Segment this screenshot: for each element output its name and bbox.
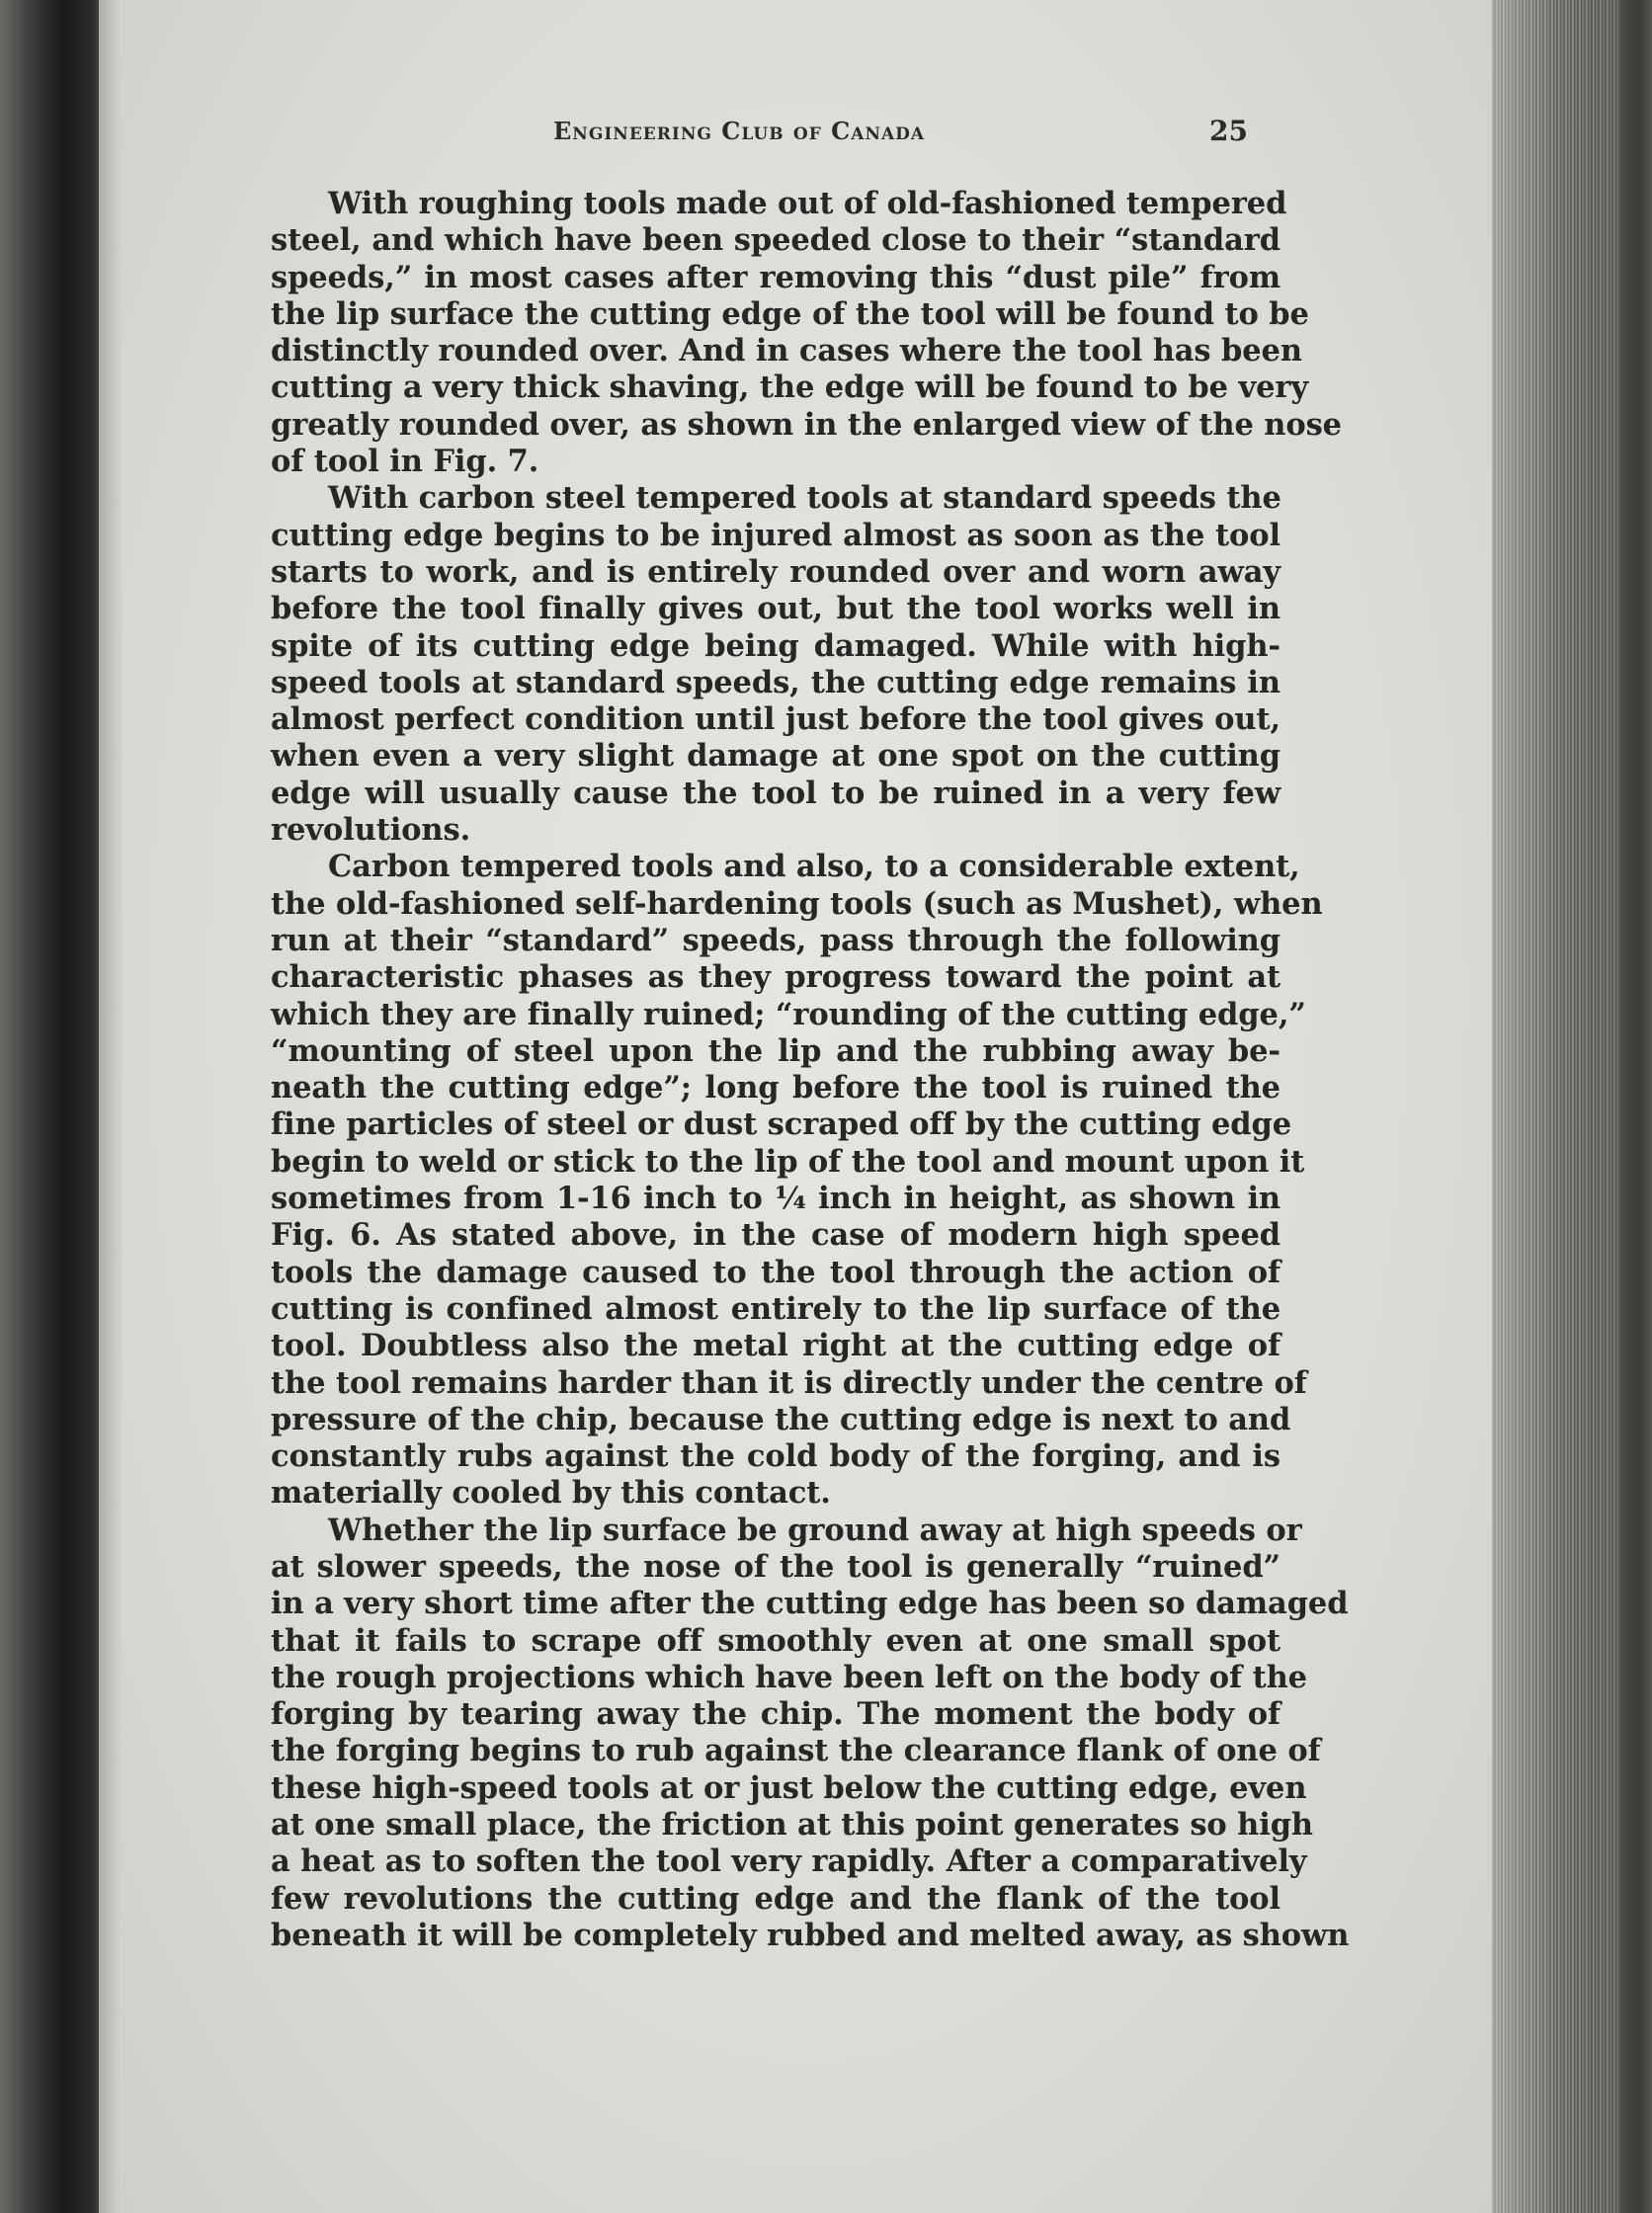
text-line: With carbon steel tempered tools at standard speeds the [328, 480, 1281, 517]
text-line: few revolutions the cutting edge and the flank of the tool [271, 1880, 1280, 1917]
text-line: when even a very slight damage at one spot on the cutting [271, 738, 1280, 775]
text-line: materially cooled by this contact. [271, 1475, 831, 1512]
text-line: greatly rounded over, as shown in the enlarged view of the nose [271, 406, 1342, 443]
text-line: the tool remains harder than it is directly under the centre of [271, 1364, 1307, 1401]
text-line: cutting is confined almost entirely to the lip surface of the [271, 1290, 1280, 1327]
text-line: which they are finally ruined; “rounding of the cutting edge,” [271, 996, 1306, 1032]
body-text [271, 186, 1350, 1954]
text-line: speeds,” in most cases after removing this “dust pile” from [271, 259, 1280, 295]
text-line: constantly rubs against the cold body of the forging, and is [271, 1438, 1280, 1475]
text-line: cutting a very thick shaving, the edge will be found to be very [271, 369, 1309, 406]
text-line: at slower speeds, the nose of the tool is generally “ruined” [271, 1548, 1280, 1585]
running-head: Engineering Club of Canada [553, 117, 926, 145]
text-line: tool. Doubtless also the metal right at the cutting edge of [271, 1328, 1280, 1364]
text-line: a heat as to soften the tool very rapidly. After a comparatively [271, 1844, 1307, 1880]
text-line: in a very short time after the cutting edge has been so damaged [271, 1586, 1349, 1622]
text-line: revolutions. [271, 812, 471, 849]
text-line: spite of its cutting edge being damaged. While with high- [271, 627, 1280, 664]
paragraph-1 [271, 186, 1342, 480]
paragraph-3 [271, 849, 1323, 1512]
text-line: begin to weld or stick to the lip of the tool and mount upon it [271, 1143, 1305, 1180]
text-line: steel, and which have been speeded close to their “standard [271, 222, 1280, 259]
text-line: tools the damage caused to the tool through the action of [271, 1254, 1280, 1290]
text-line: starts to work, and is entirely rounded over and worn away [271, 553, 1280, 590]
text-line: speed tools at standard speeds, the cutting edge remains in [271, 664, 1280, 700]
text-line: pressure of the chip, because the cutting edge is next to and [271, 1401, 1291, 1437]
text-line: “mounting of steel upon the lip and the rubbing away be- [271, 1032, 1280, 1069]
text-line: before the tool finally gives out, but the tool works well in [271, 591, 1280, 627]
text-line: that it fails to scrape off smoothly even at one small spot [271, 1622, 1280, 1659]
text-line: forging by tearing away the chip. The moment the body of [271, 1696, 1280, 1733]
text-line: sometimes from 1-16 inch to ¼ inch in height, as shown in [271, 1181, 1280, 1217]
text-line: With roughing tools made out of old-fashioned tempered [328, 186, 1287, 221]
text-line: Carbon tempered tools and also, to a considerable extent, [328, 849, 1300, 885]
text-line: edge will usually cause the tool to be ruined in a very few [271, 775, 1280, 811]
page-number: 25 [1209, 115, 1248, 147]
text-line: neath the cutting edge”; long before the tool is ruined the [271, 1070, 1280, 1106]
binding-left-edge [99, 0, 123, 2213]
text-line: the old-fashioned self-hardening tools (such as Mushet), when [271, 885, 1323, 922]
text-line: these high-speed tools at or just below the cutting edge, even [271, 1769, 1307, 1806]
text-line: distinctly rounded over. And in cases where the tool has been [271, 333, 1302, 369]
text-line: the lip surface the cutting edge of the tool will be found to be [271, 295, 1309, 332]
text-line: run at their “standard” speeds, pass through the following [271, 922, 1280, 958]
paragraph-2 [271, 480, 1280, 849]
text-line: Whether the lip surface be ground away at high speeds or [328, 1512, 1302, 1548]
text-line: almost perfect condition until just before the tool gives out, [271, 701, 1280, 738]
text-line: fine particles of steel or dust scraped off by the cutting edge [271, 1106, 1292, 1143]
text-line: at one small place, the friction at this point generates so high [271, 1807, 1314, 1844]
paragraph-4 [271, 1512, 1350, 1955]
text-line: of tool in Fig. 7. [271, 444, 539, 480]
text-line: cutting edge begins to be injured almost as soon as the tool [271, 517, 1280, 553]
text-line: characteristic phases as they progress toward the point at [271, 959, 1280, 996]
text-line: Fig. 6. As stated above, in the case of modern high speed [271, 1217, 1280, 1254]
book-cover-right [1620, 0, 1652, 2213]
text-line: beneath it will be completely rubbed and melted away, as shown [271, 1917, 1350, 1953]
text-line: the rough projections which have been left on the body of the [271, 1659, 1307, 1695]
text-line: the forging begins to rub against the clearance flank of one of [271, 1733, 1321, 1769]
